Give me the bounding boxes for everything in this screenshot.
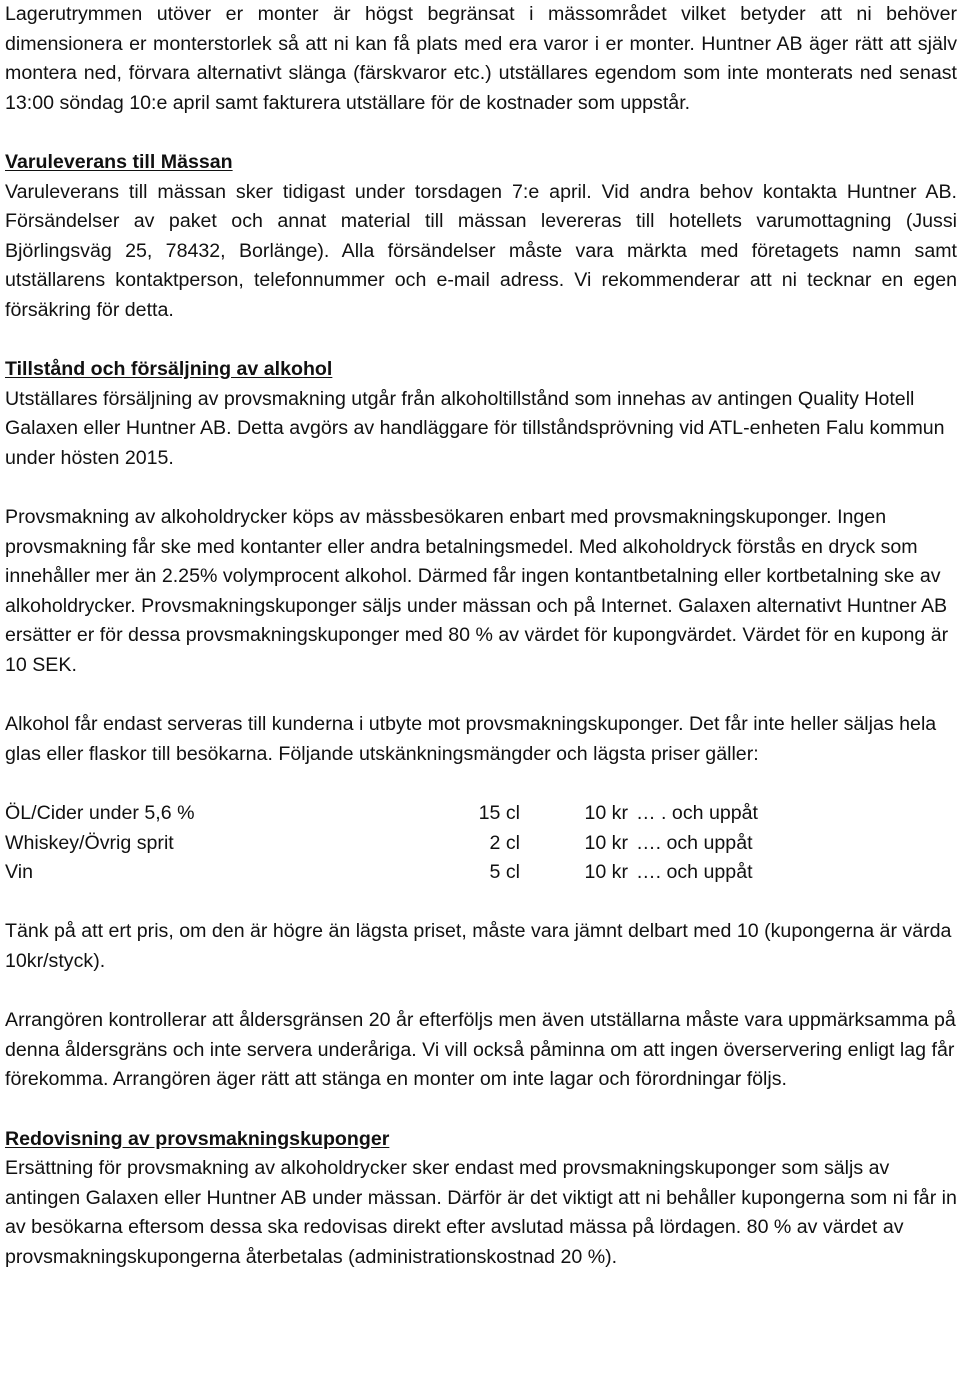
price-item: Vin (5, 861, 33, 884)
price-volume: 2 cl (489, 831, 520, 854)
coupon-reporting-heading: Redovisning av provsmakningskuponger (5, 1127, 390, 1150)
price-amount: 10 kr (584, 802, 628, 825)
price-note: …. och uppåt (636, 861, 753, 884)
price-volume: 15 cl (478, 802, 520, 825)
delivery-heading: Varuleverans till Mässan (5, 150, 233, 173)
price-volume: 5 cl (489, 861, 520, 884)
serving-paragraph: Alkohol får endast serveras till kunderna i utbyte mot provsmakningskuponger. Det får inte heller säljas hela glas eller flaskor till besökarna. Följande utskänkningsmängder och lägsta priser gäller: (5, 713, 937, 765)
table-row (5, 829, 758, 859)
coupon-reporting-paragraph: Ersättning för provsmakning av alkoholdrycker sker endast med provsmakningskuponger som säljs av antingen Galaxen eller Huntner AB under mässan. Därför är det viktigt att ni behåller kupongerna som ni får in av besökarna eftersom dessa ska redovisas direkt efter avslutad mässa på lördagen. 80 % av värdet av provsmakningskupongerna återbetalas (administrationskostnad 20 %). (5, 1157, 957, 1268)
price-table (5, 799, 758, 888)
price-item: ÖL/Cider under 5,6 % (5, 802, 195, 825)
pricing-note-paragraph: Tänk på att ert pris, om den är högre än lägsta priset, måste vara jämnt delbart med 10 (kupongerna är värda 10kr/styck). (5, 920, 952, 972)
tasting-paragraph: Provsmakning av alkoholdrycker köps av mässbesökaren enbart med provsmakningskuponger. Ingen provsmakning får ske med kontanter eller andra betalningsmedel. Med alkoholdryck förstås en dryck som innehåller mer än 2.25% volymprocent alkohol. Därmed får ingen kontantbetalning eller kortbetalning ske av alkoholdrycker. Provsmakningskuponger säljs under mässan och på Internet. Galaxen alternativt Huntner AB ersätter er för dessa provsmakningskuponger med 80 % av värdet för kupongvärdet. Värdet för en kupong är 10 SEK. (5, 506, 949, 677)
age-control-paragraph: Arrangören kontrollerar att åldersgränsen 20 år efterföljs men även utställarna måste vara uppmärksamma på denna åldersgräns och inte servera underåriga. Vi vill också påminna om att ingen överservering enligt lag får förekomma. Arrangören äger rätt att stänga en monter om inte lagar och förordningar följs. (5, 1009, 956, 1091)
price-item: Whiskey/Övrig sprit (5, 831, 174, 854)
price-note: …. och uppåt (636, 831, 753, 854)
price-amount: 10 kr (584, 831, 628, 854)
alcohol-permit-heading: Tillstånd och försäljning av alkohol (5, 358, 333, 381)
alcohol-permit-paragraph: Utställares försäljning av provsmakning utgår från alkoholtillstånd som innehas av antingen Quality Hotell Galaxen eller Huntner AB. Detta avgörs av handläggare för tillståndsprövning vid ATL-enheten Falu kommun under hösten 2015. (5, 387, 945, 469)
delivery-paragraph: Varuleverans till mässan sker tidigast under torsdagen 7:e april. Vid andra behov kontakta Huntner AB. Försändelser av paket och annat material till mässan levereras till hotellets varumottagning (Jussi Björlingsväg 25, 78432, Borlänge). Alla försändelser måste vara märkta med företagets namn samt utställarens kontaktperson, telefonnummer och e-mail adress. Vi rekommenderar att ni tecknar en egen försäkring för detta. (5, 180, 957, 321)
price-amount: 10 kr (584, 861, 628, 884)
intro-paragraph: Lagerutrymmen utöver er monter är högst begränsat i mässområdet vilket betyder att ni behöver dimensionera er monterstorlek så att ni kan få plats med era varor i er monter. Huntner AB äger rätt att själv montera ned, förvara alternativt slänga (färskvaror etc.) utställares egendom som inte monterats ned senast 13:00 söndag 10:e april samt fakturera utställare för de kostnader som uppstår. (5, 3, 957, 114)
document-page (5, 0, 957, 1273)
price-note: … . och uppåt (636, 802, 758, 825)
table-row (5, 858, 758, 888)
table-row (5, 799, 758, 829)
